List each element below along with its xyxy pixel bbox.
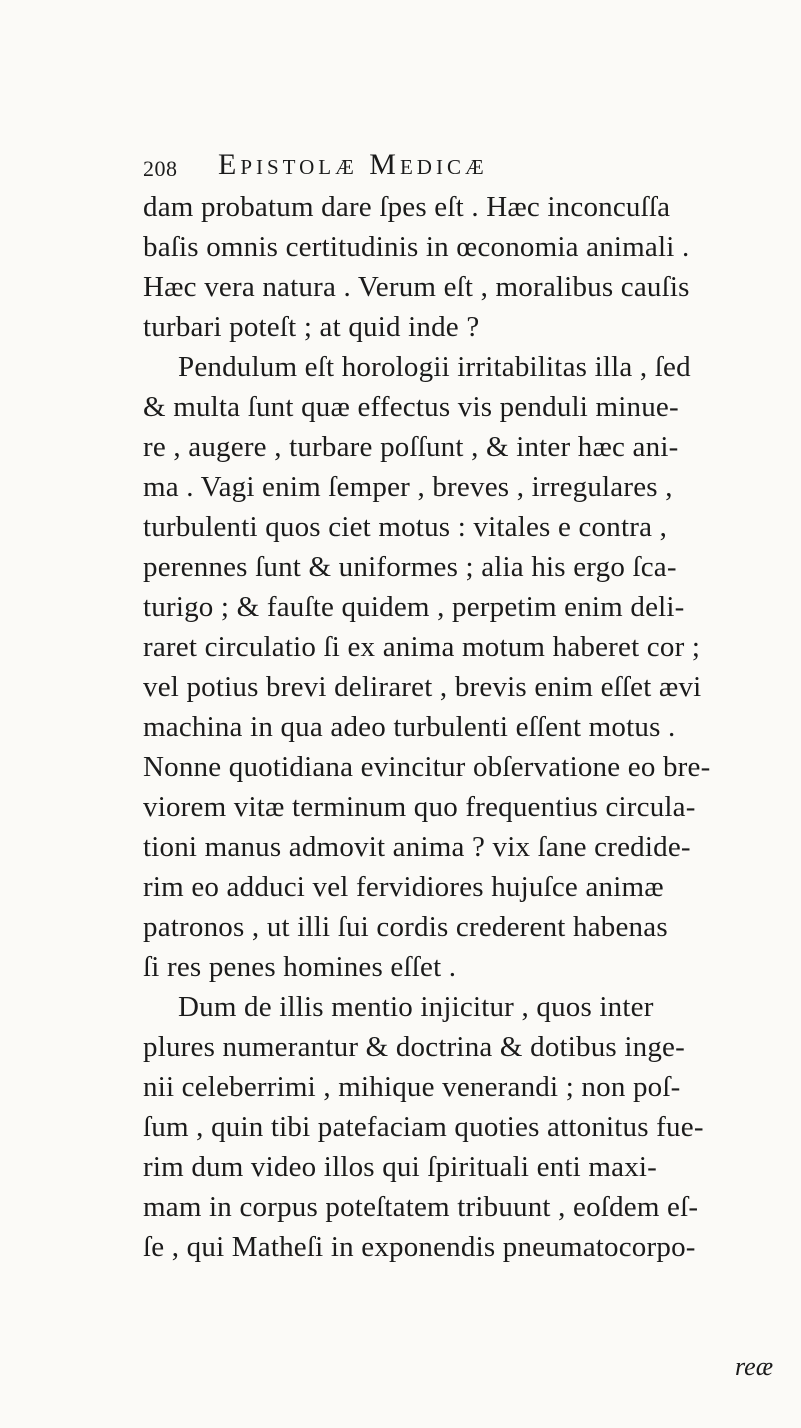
text-line: baſis omnis certitudinis in œconomia animali .: [143, 231, 690, 263]
text-line: turigo ; & fauſte quidem , perpetim enim deli-: [143, 591, 685, 623]
text-line: ma . Vagi enim ſemper , breves , irregulares ,: [143, 471, 673, 503]
text-line: Hæc vera natura . Verum eſt , moralibus cauſis: [143, 271, 690, 303]
text-line: Dum de illis mentio injicitur , quos inter: [178, 991, 654, 1023]
text-line: vel potius brevi deliraret , brevis enim eſſet ævi: [143, 671, 702, 703]
text-line: ſe , qui Matheſi in exponendis pneumatocorpo-: [143, 1231, 696, 1263]
page-number: 208: [143, 156, 178, 181]
text-line: plures numerantur & doctrina & dotibus inge-: [143, 1031, 685, 1063]
text-line: mam in corpus poteſtatem tribuunt , eoſdem eſ-: [143, 1191, 699, 1223]
text-line: rim dum video illos qui ſpirituali enti maxi-: [143, 1151, 658, 1183]
text-line: raret circulatio ſi ex anima motum haberet cor ;: [143, 631, 701, 663]
text-line: ſum , quin tibi patefaciam quoties attonitus fue-: [143, 1111, 704, 1143]
text-line: nii celeberrimi , mihique venerandi ; non poſ-: [143, 1071, 681, 1103]
text-line: & multa ſunt quæ effectus vis penduli minue-: [143, 391, 679, 423]
text-line: tioni manus admovit anima ? vix ſane credide-: [143, 831, 691, 863]
text-line: Nonne quotidiana evincitur obſervatione eo bre-: [143, 751, 711, 783]
text-line: re , augere , turbare poſſunt , & inter hæc ani-: [143, 431, 679, 463]
text-line: perennes ſunt & uniformes ; alia his ergo ſca-: [143, 551, 677, 583]
body-text: [143, 187, 793, 1267]
text-line: rim eo adduci vel fervidiores hujuſce animæ: [143, 871, 664, 903]
running-head: Epistolæ Medicæ: [218, 148, 488, 181]
page-header: [143, 148, 743, 188]
catchword: reæ: [735, 1352, 774, 1381]
text-line: patronos , ut illi ſui cordis crederent habenas: [143, 911, 668, 943]
text-line: turbulenti quos ciet motus : vitales e contra ,: [143, 511, 668, 543]
text-line: machina in qua adeo turbulenti eſſent motus .: [143, 711, 676, 743]
text-line: Pendulum eſt horologii irritabilitas illa , ſed: [178, 351, 691, 383]
text-line: dam probatum dare ſpes eſt . Hæc inconcuſſa: [143, 191, 671, 223]
text-line: ſi res penes homines eſſet .: [143, 951, 457, 983]
text-line: turbari poteſt ; at quid inde ?: [143, 311, 480, 343]
text-line: viorem vitæ terminum quo frequentius circula-: [143, 791, 696, 823]
